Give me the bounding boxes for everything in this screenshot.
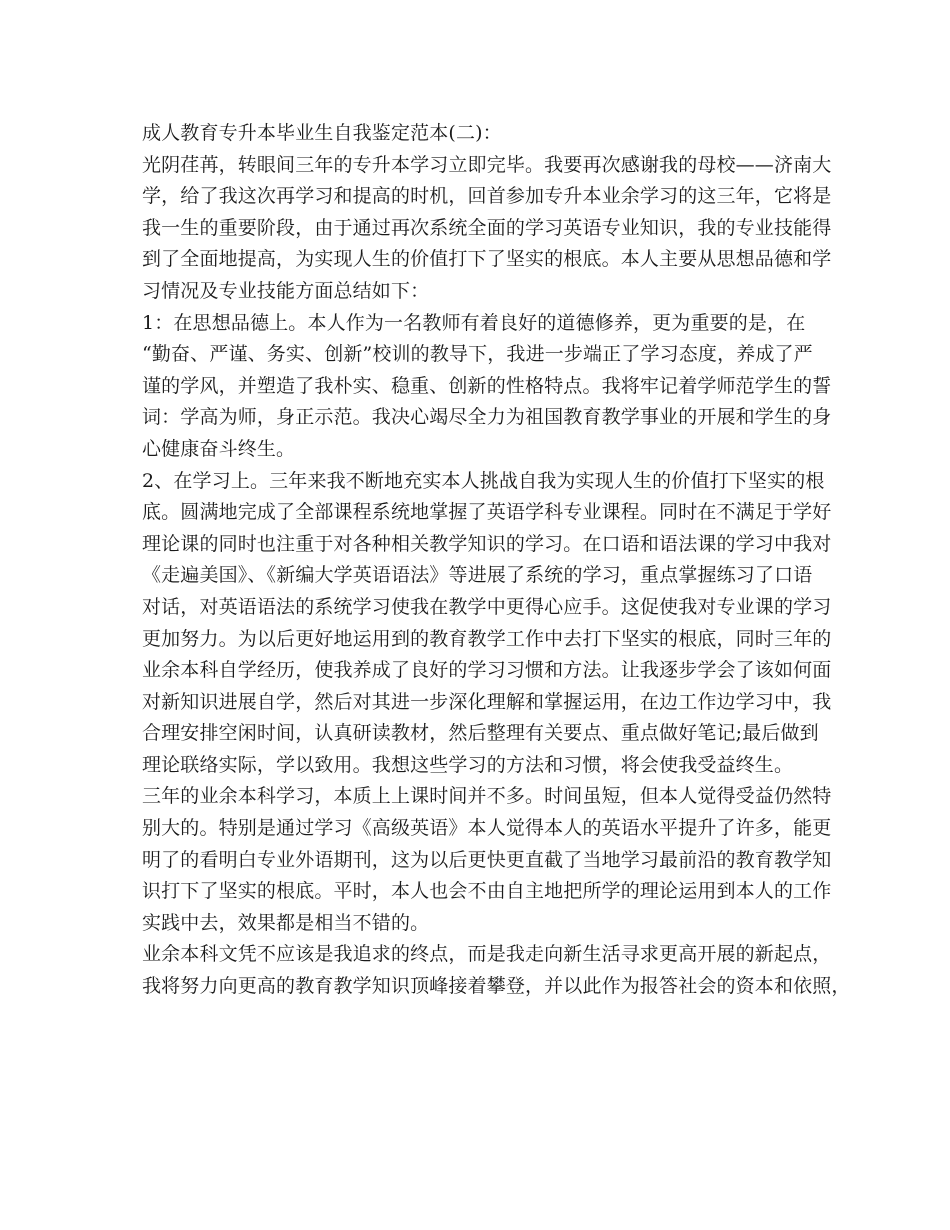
text-line: 学，给了我这次再学习和提高的时机，回首参加专升本业余学习的这三年，它将是 [142, 185, 832, 208]
text-line: 底。圆满地完成了全部课程系统地掌握了英语学科专业课程。同时在不满足于学好 [142, 501, 832, 524]
text-line: 习情况及专业技能方面总结如下： [142, 279, 430, 302]
text-line: 三年的业余本科学习，本质上上课时间并不多。时间虽短，但本人觉得受益仍然特 [142, 785, 832, 808]
text-line: 词：学高为师，身正示范。我决心竭尽全力为祖国教育教学事业的开展和学生的身 [142, 406, 832, 429]
text-line: 1：在思想品德上。本人作为一名教师有着良好的道德修养，更为重要的是，在 [142, 311, 806, 334]
document-title: 成人教育专升本毕业生自我鉴定范本(二)： [142, 122, 502, 144]
text-line: 识打下了坚实的根底。平时，本人也会不由自主地把所学的理论运用到本人的工作 [142, 880, 832, 903]
text-line: 更加努力。为以后更好地运用到的教育教学工作中去打下坚实的根底，同时三年的 [142, 627, 832, 650]
text-line: 理论联络实际，学以致用。我想这些学习的方法和习惯，将会使我受益终生。 [142, 753, 794, 776]
text-line: 别大的。特别是通过学习《高级英语》本人觉得本人的英语水平提升了许多，能更 [142, 817, 832, 840]
text-line: 我一生的重要阶段，由于通过再次系统全面的学习英语专业知识，我的专业技能得 [142, 216, 832, 239]
text-line: 《走遍美国》、《新编大学英语语法》等进展了系统的学习，重点掌握练习了口语 [142, 564, 813, 587]
text-line: 实践中去，效果都是相当不错的。 [142, 911, 430, 934]
text-line: 到了全面地提高，为实现人生的价值打下了坚实的根底。本人主要从思想品德和学 [142, 248, 832, 271]
text-line: 2、在学习上。三年来我不断地充实本人挑战自我为实现人生的价值打下坚实的根 [142, 469, 825, 492]
text-line: 谨的学风，并塑造了我朴实、稳重、创新的性格特点。我将牢记着学师范学生的誓 [142, 374, 832, 397]
text-line: 理论课的同时也注重于对各种相关教学知识的学习。在口语和语法课的学习中我对 [142, 532, 832, 555]
text-line: 业余本科自学经历，使我养成了良好的学习习惯和方法。让我逐步学会了该如何面 [142, 659, 832, 682]
text-line: 光阴荏苒，转眼间三年的专升本学习立即完毕。我要再次感谢我的母校——济南大 [142, 153, 832, 176]
text-line: 业余本科文凭不应该是我追求的终点，而是我走向新生活寻求更高开展的新起点， [142, 943, 832, 966]
text-line: 明了的看明白专业外语期刊，这为以后更快更直截了当地学习最前沿的教育教学知 [142, 848, 832, 871]
text-line: “勤奋、严谨、务实、创新”校训的教导下，我进一步端正了学习态度，养成了严 [142, 343, 813, 366]
text-line: 我将努力向更高的教育教学知识顶峰接着攀登，并以此作为报答社会的资本和依照， [142, 975, 851, 998]
text-line: 合理安排空闲时间，认真研读教材，然后整理有关要点、重点做好笔记;最后做到 [142, 722, 819, 745]
text-line: 对新知识进展自学，然后对其进一步深化理解和掌握运用，在边工作边学习中，我 [142, 690, 832, 713]
document-body [142, 118, 851, 1003]
text-line: 心健康奋斗终生。 [142, 437, 296, 460]
text-line: 对话，对英语语法的系统学习使我在教学中更得心应手。这促使我对专业课的学习 [142, 595, 832, 618]
